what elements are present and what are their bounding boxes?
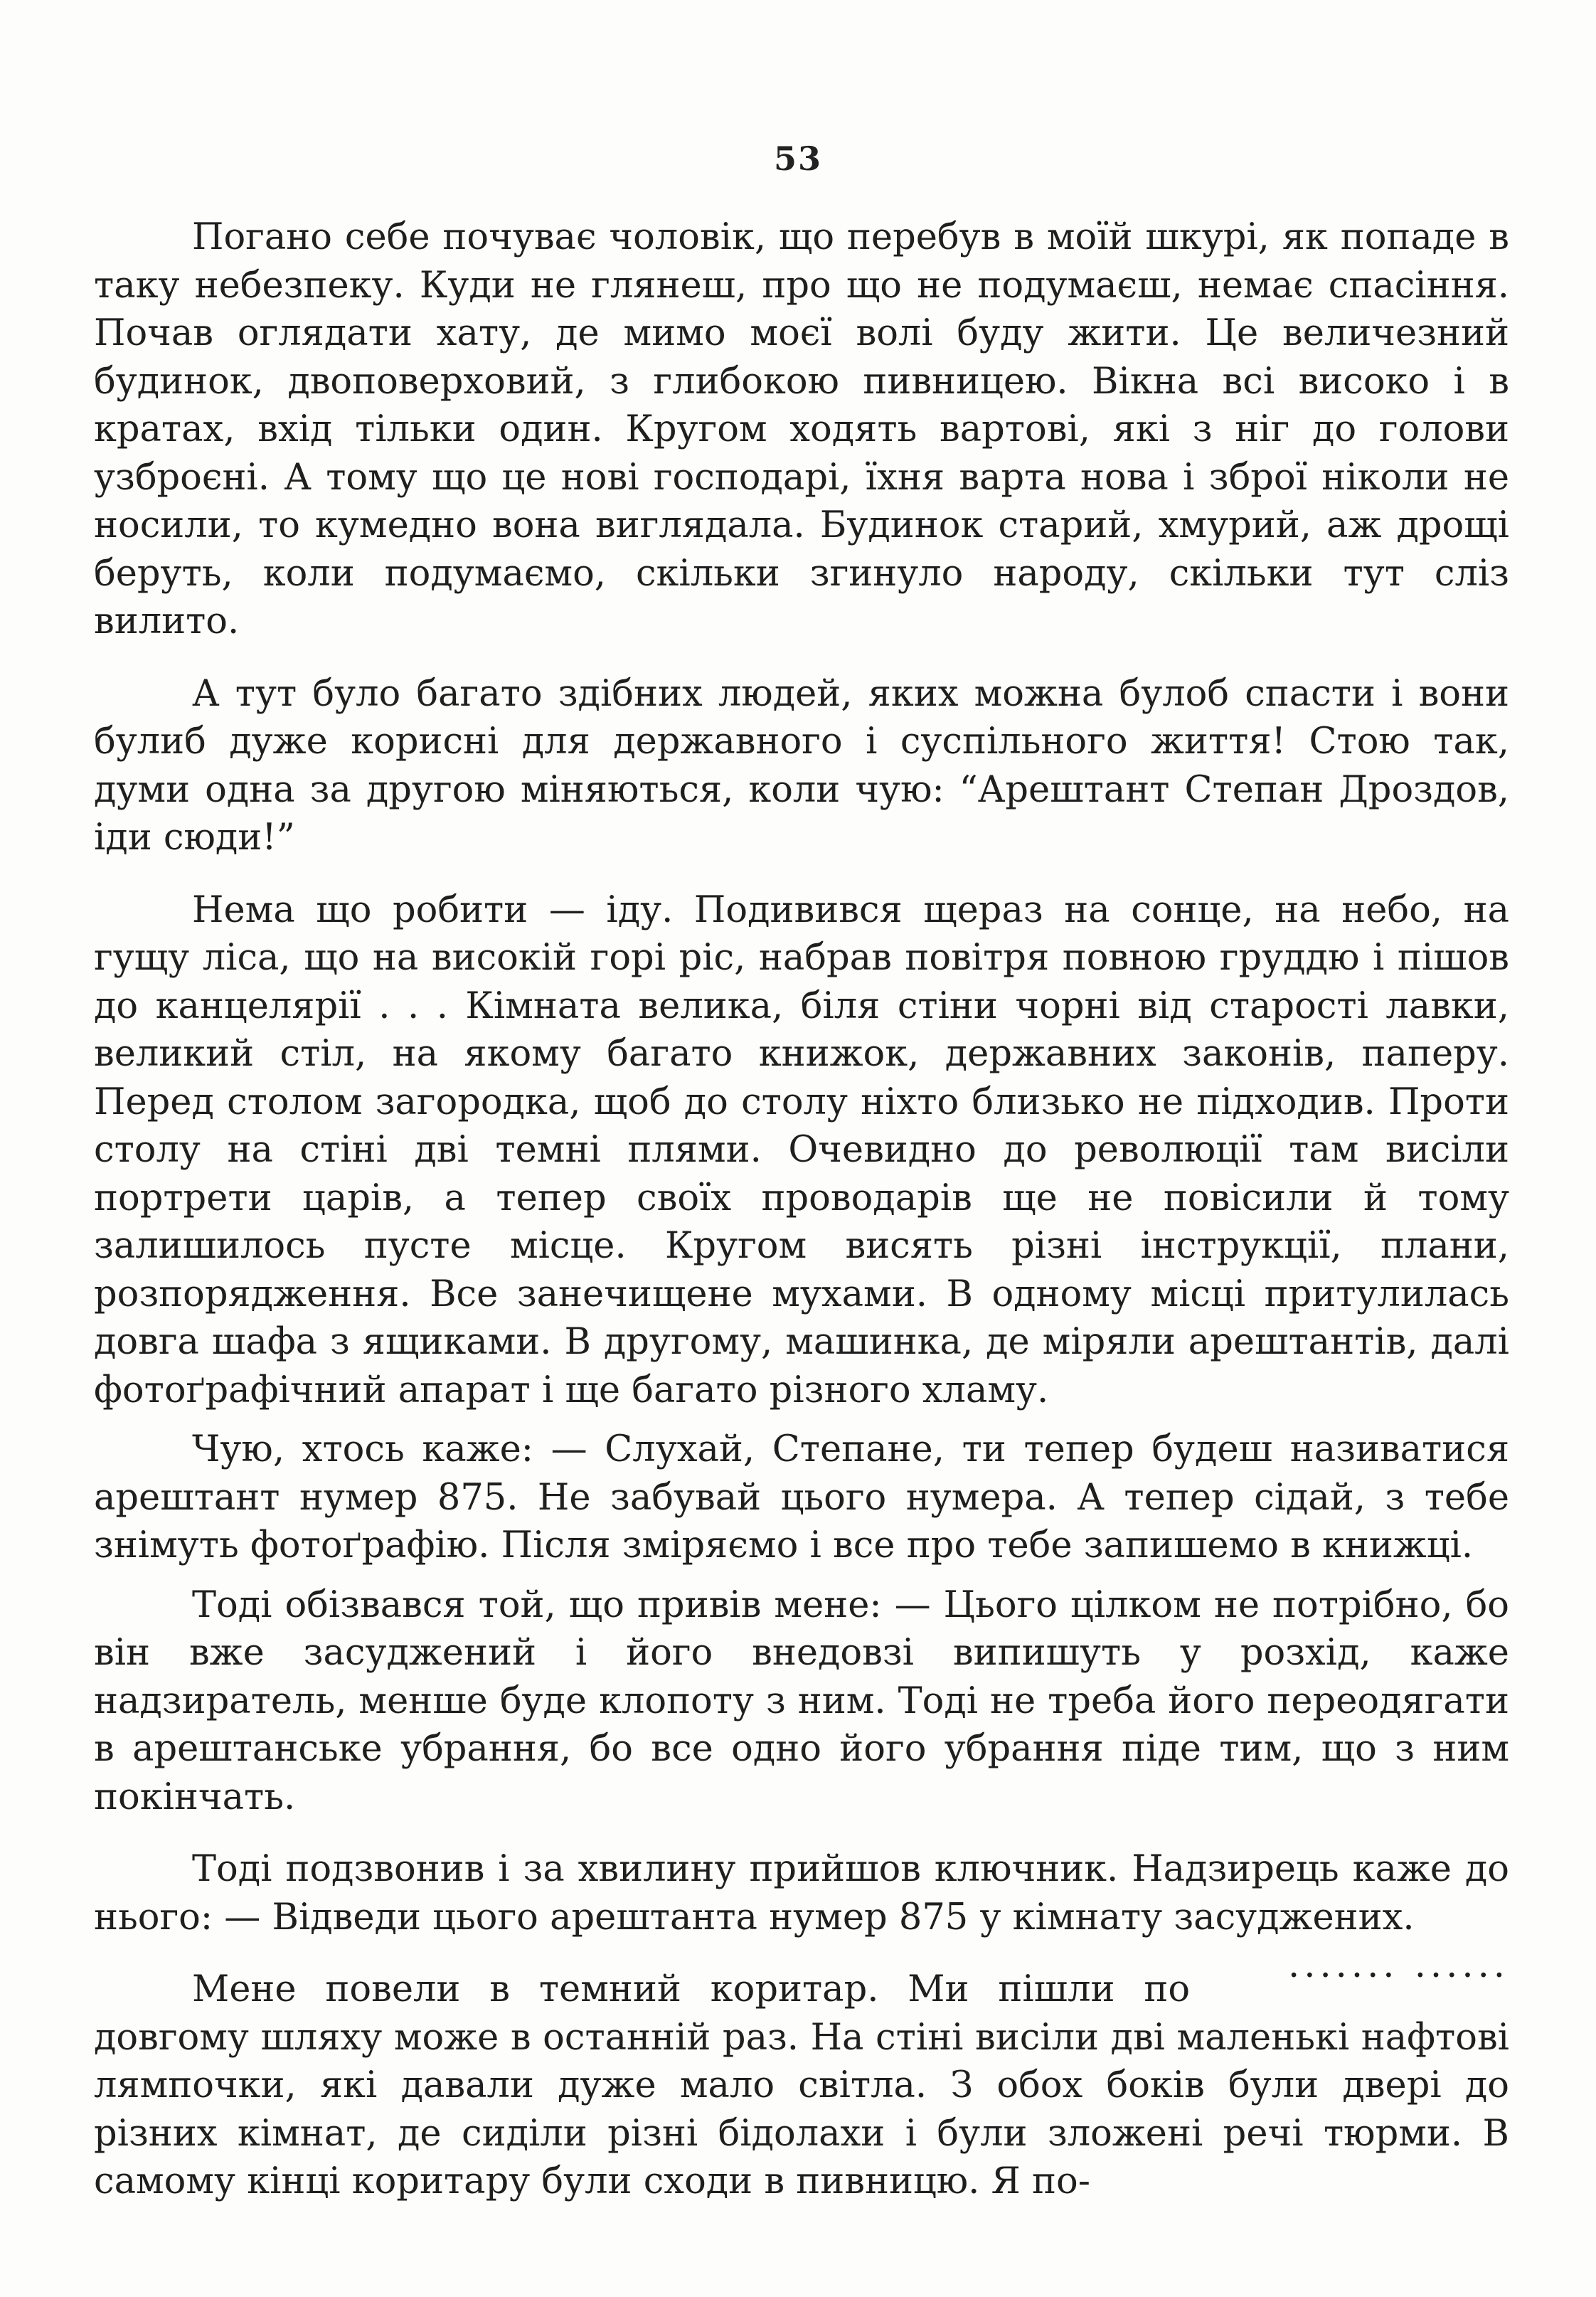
body-text <box>94 213 1509 2230</box>
paragraph-6 <box>94 1845 1509 1986</box>
paragraph-6-text: Тоді подзвонив і за хвилину прийшов ключник. Надзирець каже до нього: — Відведи цього арештанта нумер 875 у кімнату засуджених. <box>94 1848 1509 1938</box>
ellipsis-dots: ....... ...... <box>1288 1944 1509 1986</box>
paragraph-2: А тут було багато здібних людей, яких можна булоб спасти і вони булиб дуже корисні для державного і суспільного життя! Стою так, думи одна за другою міняються, коли чую: “Арештант Степан Дроздов, іди сюди!” <box>94 672 1509 859</box>
paragraph-3: Нема що робити — іду. Подивився щераз на сонце, на небо, на гущу ліса, що на високій горі ріс, набрав повітря повною груддю і пішов до канцелярії . . . Кімната велика, біля стіни чорні від старості лавки, великий стіл, на якому багато книжок, державних законів, паперу. Перед столом загородка, щоб до столу ніхто близько не підходив. Проти столу на стіні дві темні плями. Очевидно до революції там висіли портрети царів, а тепер своїх проводарів ще не повісили й тому залишилось пусте місце. Кругом висять різні інструкції, плани, розпорядження. Все занечищене мухами. В одному місці притулилась довга шафа з ящиками. В другому, машинка, де міряли арештантів, далі фотоґрафічний апарат і ще багато різного хламу. <box>94 888 1509 1411</box>
page-number: 53 <box>773 139 822 178</box>
paragraph-7: Мене повели в темний коритар. Ми пішли по довгому шляху може в останній раз. На стіні висіли дві маленькі нафтові лямпочки, які давали дуже мало світла. З обох боків були двері до різних кімнат, де сиділи різні бідолахи і були зложені речі тюрми. В самому кінці коритару були сходи в пивницю. Я по- <box>94 1968 1509 2202</box>
paragraph-1: Погано себе почуває чоловік, що перебув в моїй шкурі, як попаде в таку небезпеку. Куди не глянеш, про що не подумаєш, немає спасіння. Почав оглядати хату, де мимо моєї волі буду жити. Це величезний будинок, двоповерховий, з глибокою пивницею. Вікна всі високо і в кратах, вхід тільки один. Кругом ходять вартові, які з ніг до голови узброєні. А тому що це нові господарі, їхня варта нова і зброї ніколи не носили, то кумедно вона виглядала. Будинок старий, хмурий, аж дрощі беруть, коли подумаємо, скільки згинуло народу, скільки тут сліз вилито. <box>94 216 1509 642</box>
paragraph-5: Тоді обізвався той, що привів мене: — Цього цілком не потрібно, бо він вже засуджений і його внедовзі випишуть у розхід, каже надзиратель, менше буде клопоту з ним. Тоді не треба його переодягати в арештанське убрання, бо все одно його убрання піде тим, що з ним покінчать. <box>94 1584 1509 1818</box>
paragraph-4: Чую, хтось каже: — Слухай, Степане, ти тепер будеш називатися арештант нумер 875. Не забувай цього нумера. А тепер сідай, з тебе знімуть фотоґрафію. Після зміряємо і все про тебе запишемо в книжці. <box>94 1428 1509 1566</box>
